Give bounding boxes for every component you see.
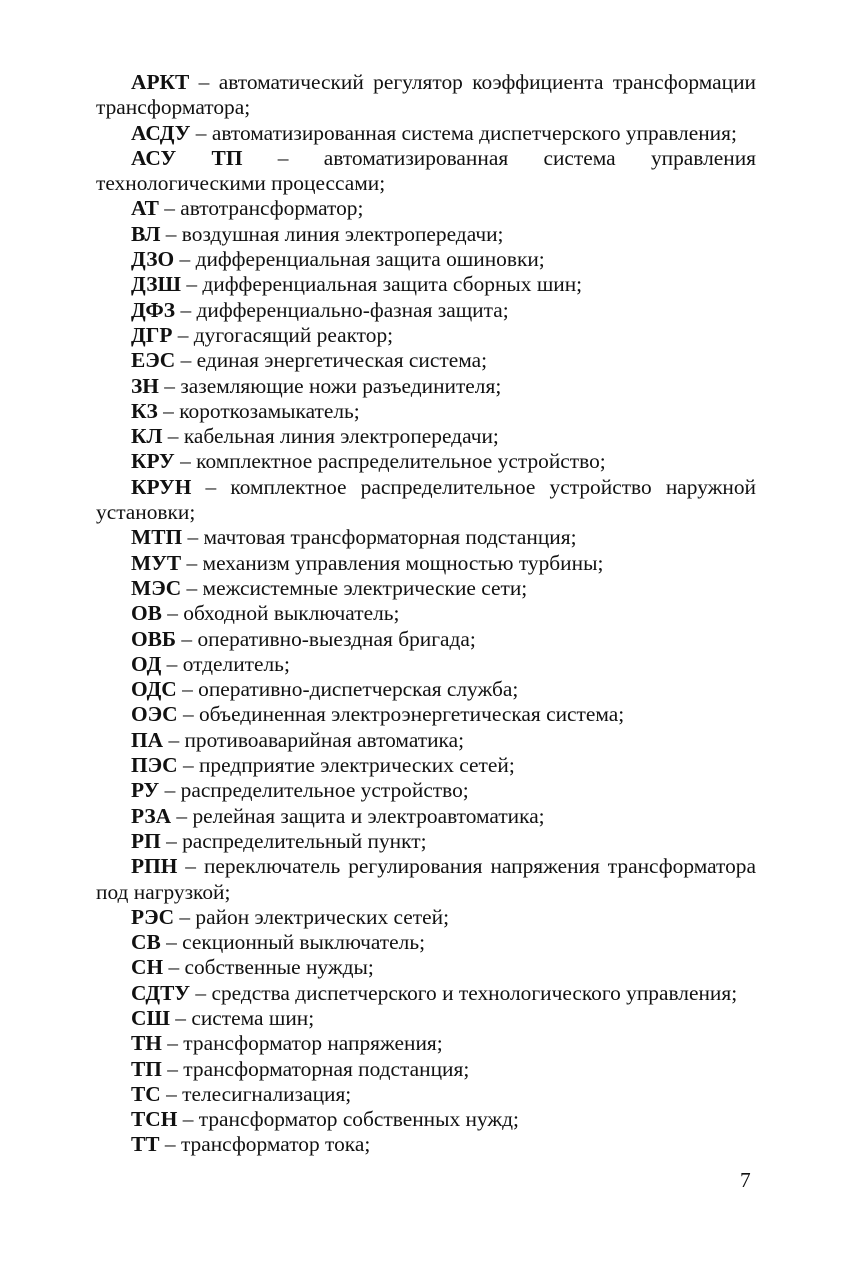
abbreviation-definition: – средства диспетчерского и технологического управления;: [190, 980, 738, 1005]
abbreviation-definition: – распределительное устройство;: [159, 778, 469, 803]
abbreviation-definition: – короткозамыкатель;: [157, 398, 360, 423]
abbreviation-entry: [96, 804, 756, 829]
abbreviation-entry: [96, 348, 756, 373]
abbreviation-term: АРКТ: [131, 70, 190, 94]
abbreviation-definition: – трансформатор тока;: [159, 1132, 371, 1157]
abbreviation-term: ДФЗ: [131, 297, 176, 322]
abbreviation-term: РПН: [131, 854, 178, 879]
abbreviation-entry: [96, 70, 756, 121]
abbreviation-term: РЭС: [131, 904, 175, 929]
abbreviation-term: ТСН: [131, 1107, 178, 1132]
abbreviation-definition: – автоматизированная система диспетчерского управления;: [190, 120, 737, 145]
abbreviation-definition: – оперативно-выездная бригада;: [176, 626, 476, 651]
abbreviation-entry: [96, 728, 756, 753]
abbreviation-term: СН: [131, 955, 164, 980]
abbreviation-entry: [96, 702, 756, 727]
abbreviation-entry: [96, 272, 756, 297]
abbreviation-definition: – переключатель регулирования напряжения трансформатора под нагрузкой;: [96, 854, 756, 904]
abbreviation-definition: – оперативно-диспетчерская служба;: [176, 677, 519, 702]
abbreviation-definition: – мачтовая трансформаторная подстанция;: [182, 525, 577, 550]
abbreviation-definition: – воздушная линия электропередачи;: [160, 221, 504, 246]
abbreviation-definition: – трансформатор напряжения;: [161, 1031, 443, 1056]
abbreviation-entry: [96, 121, 756, 146]
abbreviation-definition: – противоаварийная автоматика;: [163, 727, 465, 752]
abbreviation-definition: – кабельная линия электропередачи;: [162, 424, 499, 449]
abbreviation-definition: – трансформатор собственных нужд;: [177, 1107, 519, 1132]
abbreviation-definition: – секционный выключатель;: [160, 930, 426, 955]
abbreviation-definition: – система шин;: [169, 1005, 315, 1030]
abbreviation-term: СВ: [131, 930, 161, 955]
abbreviation-entry: [96, 1082, 756, 1107]
abbreviation-entry: [96, 1132, 756, 1157]
abbreviation-entry: [96, 525, 756, 550]
abbreviation-term: ТС: [131, 1081, 161, 1106]
abbreviation-term: МУТ: [131, 550, 182, 575]
abbreviation-definition: – заземляющие ножи разъединителя;: [158, 373, 502, 398]
abbreviation-entry: [96, 1031, 756, 1056]
abbreviation-term: МТП: [131, 525, 183, 550]
abbreviation-entry: [96, 627, 756, 652]
abbreviation-definition: – телесигнализация;: [160, 1081, 352, 1106]
abbreviation-definition: – автоматизированная система управления технологическими процессами;: [96, 145, 756, 196]
abbreviation-definition: – распределительный пункт;: [160, 828, 427, 853]
abbreviation-term: МЭС: [131, 575, 182, 600]
abbreviation-entry: [96, 677, 756, 702]
abbreviation-definition: – дифференциально-фазная защита;: [175, 297, 509, 322]
abbreviation-term: ЗН: [131, 373, 159, 398]
abbreviation-entry: [96, 829, 756, 854]
abbreviation-entry: [96, 1057, 756, 1082]
abbreviation-entry: [96, 1107, 756, 1132]
page-number: 7: [740, 1168, 751, 1192]
abbreviation-definition: – комплектное распределительное устройство наружной установки;: [96, 474, 756, 525]
abbreviation-entry: [96, 298, 756, 323]
abbreviation-term: ЕЭС: [131, 348, 176, 373]
abbreviation-term: ДГР: [131, 322, 173, 347]
abbreviation-definition: – предприятие электрических сетей;: [177, 753, 515, 778]
abbreviation-list: [96, 70, 756, 1158]
abbreviation-entry: [96, 374, 756, 399]
abbreviation-term: ТТ: [131, 1132, 160, 1157]
abbreviation-term: ОВ: [131, 601, 162, 626]
abbreviation-entry: [96, 1006, 756, 1031]
abbreviation-entry: [96, 854, 756, 905]
abbreviation-term: КЛ: [131, 424, 163, 449]
abbreviation-definition: – комплектное распределительное устройство;: [174, 449, 606, 474]
abbreviation-definition: – обходной выключатель;: [161, 601, 400, 626]
abbreviation-term: ПЭС: [131, 753, 178, 778]
abbreviation-definition: – трансформаторная подстанция;: [161, 1056, 470, 1081]
abbreviation-definition: – автотрансформатор;: [158, 196, 364, 221]
abbreviation-term: АСДУ: [131, 120, 191, 145]
abbreviation-definition: – район электрических сетей;: [174, 904, 450, 929]
abbreviation-definition: – отделитель;: [161, 651, 290, 676]
abbreviation-term: ОД: [131, 651, 162, 676]
abbreviation-entry: [96, 576, 756, 601]
abbreviation-entry: [96, 399, 756, 424]
abbreviation-term: ОЭС: [131, 702, 178, 727]
abbreviation-term: СШ: [131, 1005, 170, 1030]
abbreviation-entry: [96, 955, 756, 980]
abbreviation-definition: – собственные нужды;: [163, 955, 374, 980]
abbreviation-term: РЗА: [131, 803, 172, 828]
abbreviation-term: КЗ: [131, 398, 158, 423]
abbreviation-entry: [96, 196, 756, 221]
abbreviation-term: ТП: [131, 1056, 162, 1081]
abbreviation-term: РУ: [131, 778, 160, 803]
abbreviation-definition: – межсистемные электрические сети;: [181, 575, 528, 600]
abbreviation-term: КРУ: [131, 449, 175, 474]
abbreviation-definition: – механизм управления мощностью турбины;: [181, 550, 604, 575]
abbreviation-definition: – единая энергетическая система;: [175, 348, 488, 373]
abbreviation-definition: – дугогасящий реактор;: [172, 322, 394, 347]
abbreviation-entry: [96, 652, 756, 677]
abbreviation-term: ТН: [131, 1031, 162, 1056]
abbreviation-entry: [96, 475, 756, 526]
abbreviation-entry: [96, 753, 756, 778]
abbreviation-term: РП: [131, 828, 161, 853]
abbreviation-term: ДЗО: [131, 247, 175, 272]
abbreviation-entry: [96, 601, 756, 626]
abbreviation-entry: [96, 424, 756, 449]
abbreviation-term: СДТУ: [131, 980, 191, 1005]
abbreviation-term: АТ: [131, 196, 159, 221]
abbreviation-term: ДЗШ: [131, 272, 182, 297]
abbreviation-term: АСУ ТП: [131, 145, 243, 170]
abbreviation-entry: [96, 323, 756, 348]
abbreviation-definition: – автоматический регулятор коэффициента трансформации трансформатора;: [96, 70, 756, 120]
abbreviation-definition: – дифференциальная защита ошиновки;: [174, 247, 545, 272]
abbreviation-entry: [96, 905, 756, 930]
abbreviation-definition: – дифференциальная защита сборных шин;: [181, 272, 583, 297]
abbreviation-term: КРУН: [131, 474, 192, 499]
abbreviation-entry: [96, 981, 756, 1006]
abbreviation-definition: – релейная защита и электроавтоматика;: [171, 803, 545, 828]
abbreviation-entry: [96, 247, 756, 272]
abbreviation-entry: [96, 930, 756, 955]
abbreviation-term: ОВБ: [131, 626, 177, 651]
abbreviation-definition: – объединенная электроэнергетическая система;: [177, 702, 625, 727]
abbreviation-entry: [96, 146, 756, 197]
abbreviation-entry: [96, 449, 756, 474]
abbreviation-term: ВЛ: [131, 221, 161, 246]
abbreviation-term: ПА: [131, 727, 164, 752]
abbreviation-entry: [96, 222, 756, 247]
abbreviation-entry: [96, 778, 756, 803]
abbreviation-term: ОДС: [131, 677, 177, 702]
abbreviation-entry: [96, 551, 756, 576]
